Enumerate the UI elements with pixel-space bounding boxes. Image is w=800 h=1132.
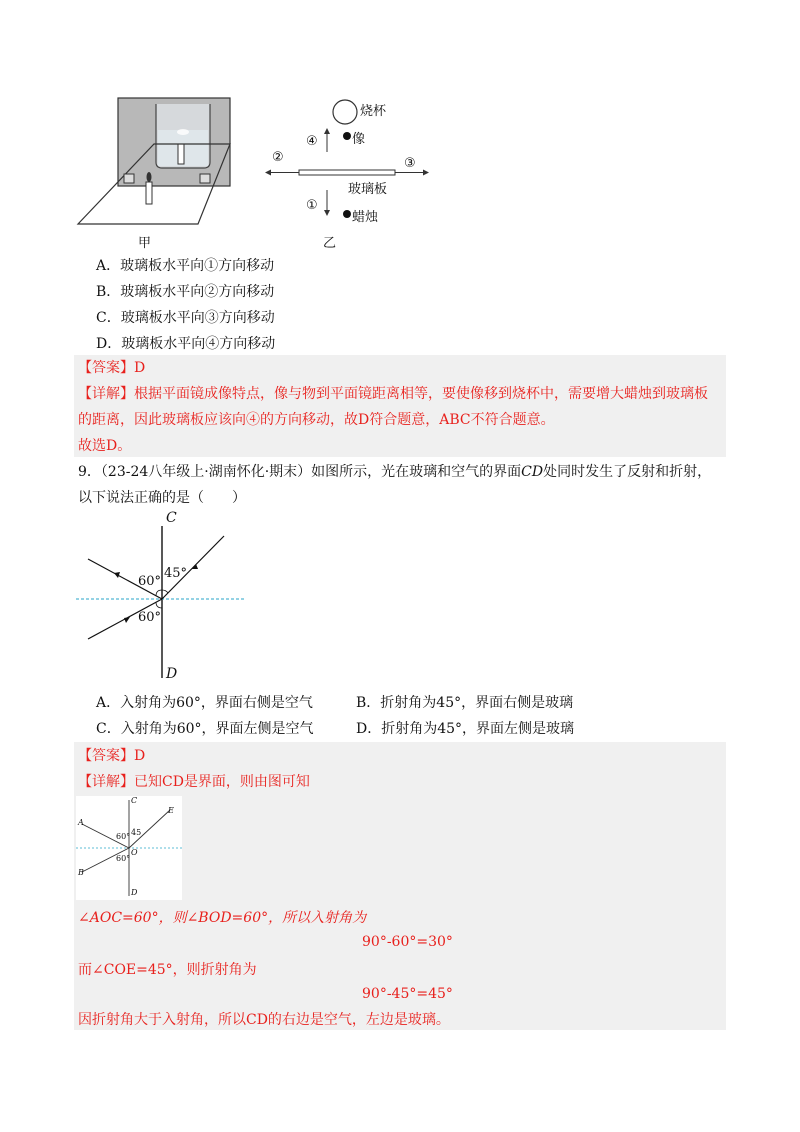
q8-option-b: B．玻璃板水平向②方向移动 (96, 284, 275, 300)
beaker-circle (333, 100, 357, 124)
q9-detail-1: 【详解】已知CD是界面，则由图可知 (78, 774, 310, 790)
label-d4: ④ (306, 134, 318, 149)
q8-option-c: C．玻璃板水平向③方向移动 (96, 310, 275, 326)
glass-plate-bar (299, 170, 395, 175)
q9-stem-part2: 处同时发生了反射和折射， (543, 464, 712, 480)
label-glass: 玻璃板 (348, 182, 388, 197)
figure-yi (255, 92, 455, 252)
label-beaker: 烧杯 (360, 104, 387, 119)
q9-stem-part1: 9．（23-24八年级上·湖南怀化·期末）如图所示，光在玻璃和空气的界面 (78, 464, 522, 480)
label-d1: ① (306, 198, 318, 213)
q9-option-c: C．入射角为60°，界面左侧是空气 (96, 721, 314, 737)
label-d2: ② (272, 150, 284, 165)
figure-refraction-detail (76, 796, 182, 900)
q8-option-d: D．玻璃板水平向④方向移动 (96, 336, 276, 352)
label-image: 像 (352, 132, 366, 147)
fig3-label-b: B (78, 868, 84, 877)
figure-refraction (74, 508, 254, 688)
label-jia: 甲 (138, 236, 152, 251)
label-yi: 乙 (323, 236, 337, 251)
label-candle: 蜡烛 (352, 210, 379, 225)
fig3-label-e: E (168, 806, 174, 815)
fig3-label-60-top: 60° (116, 832, 131, 841)
q9-conclusion: 因折射角大于入射角，所以CD的右边是空气，左边是玻璃。 (78, 1012, 450, 1028)
q9-line-coe: 而∠COE=45°，则折射角为 (78, 962, 257, 978)
fig3-label-d: D (131, 888, 138, 897)
q9-option-a: A．入射角为60°，界面右侧是空气 (96, 695, 313, 711)
fig3-label-45: 45 (131, 828, 142, 837)
q9-answer: 【答案】D (78, 748, 146, 764)
fig2-label-60-bottom: 60° (138, 610, 162, 625)
q8-detail-3: 故选D。 (78, 438, 132, 454)
q8-answer-block (74, 355, 726, 457)
fig2-label-60-top: 60° (138, 574, 162, 589)
q9-stem-cd: CD (521, 464, 544, 480)
q8-detail-1: 【详解】根据平面镜成像特点，像与物到平面镜距离相等，要使像移到烧杯中，需要增大蜡烛到玻璃板 (78, 386, 708, 402)
fig3-label-a: A (78, 818, 84, 827)
candle-dot (343, 210, 351, 218)
fig3-label-c: C (131, 796, 138, 805)
q9-line-aoc: ∠AOC=60°，则∠BOD=60°，所以入射角为 (78, 910, 367, 926)
fig2-label-45: 45° (164, 566, 188, 581)
fig2-label-c: C (166, 510, 177, 526)
q8-answer: 【答案】D (78, 360, 146, 376)
figure-jia (70, 92, 240, 252)
q9-calc-2: 90°-45°=45° (362, 986, 453, 1002)
image-dot (343, 132, 351, 140)
fig2-label-d: D (166, 666, 178, 682)
q8-detail-2: 的距离，因此玻璃板应该向④的方向移动，故D符合题意，ABC不符合题意。 (78, 412, 555, 428)
q8-option-a: A．玻璃板水平向①方向移动 (96, 258, 275, 274)
fig3-label-60-bottom: 60° (116, 854, 131, 863)
q9-option-d: D．折射角为45°，界面左侧是玻璃 (356, 721, 575, 737)
label-d3: ③ (404, 156, 416, 171)
q9-stem-line1 (78, 462, 711, 482)
q9-stem-line2: 以下说法正确的是（ ） (78, 490, 246, 506)
fig3-label-o: O (131, 848, 138, 857)
q9-option-b: B．折射角为45°，界面右侧是玻璃 (356, 695, 574, 711)
q9-calc-1: 90°-60°=30° (362, 934, 453, 950)
